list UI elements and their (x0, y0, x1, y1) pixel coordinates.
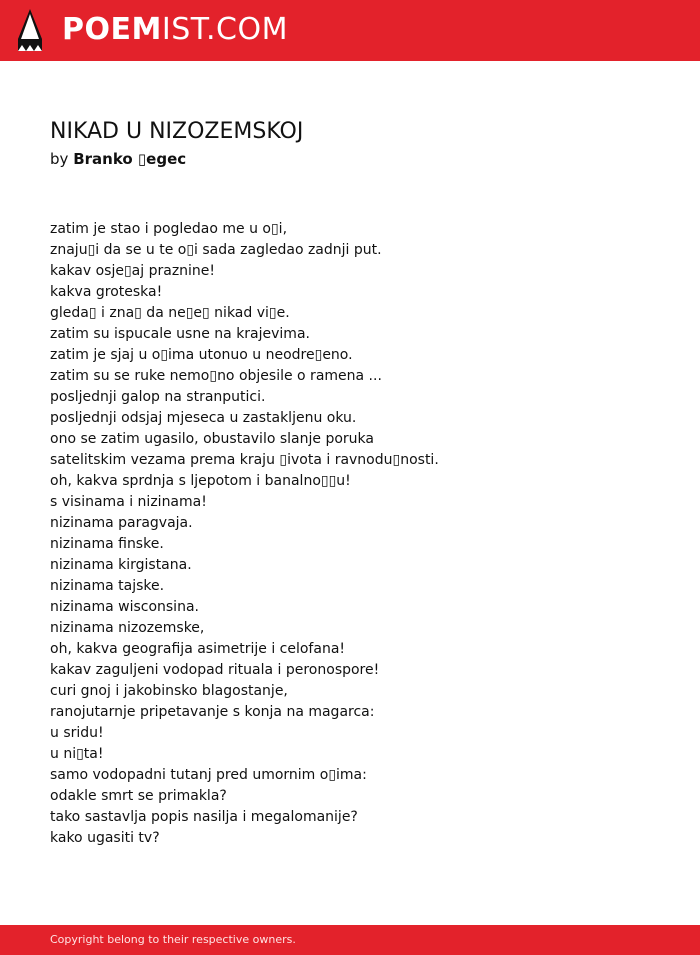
poem-line: kakav zaguljeni vodopad rituala i peronospore! (50, 662, 380, 678)
brand-logo[interactable] (62, 12, 288, 48)
poem-body (50, 219, 439, 849)
footer-bar (0, 925, 700, 955)
poem-line: nizinama wisconsina. (50, 599, 199, 615)
poem-line: u sridu! (50, 725, 104, 741)
brand-name-light: IST.COM (161, 12, 288, 47)
poem-line: satelitskim vezama prema kraju ▯ivota i ravnodu▯nosti. (50, 452, 439, 468)
poem-line: u ni▯ta! (50, 746, 104, 762)
poem-line: curi gnoj i jakobinsko blagostanje, (50, 683, 288, 699)
poem-line: s visinama i nizinama! (50, 494, 207, 510)
poem-line: zatim je sjaj u o▯ima utonuo u neodre▯eno. (50, 347, 353, 363)
pencil-icon[interactable] (18, 9, 42, 51)
poem-line: nizinama finske. (50, 536, 164, 552)
author-name: Branko ▯egec (73, 150, 187, 168)
poem-line: zatim su se ruke nemo▯no objesile o ramena ... (50, 368, 382, 384)
header-bar (0, 0, 700, 61)
poem-line: gleda▯ i zna▯ da ne▯e▯ nikad vi▯e. (50, 305, 290, 321)
poem-line: samo vodopadni tutanj pred umornim o▯ima: (50, 767, 367, 783)
by-label: by (50, 150, 69, 168)
poem-line: oh, kakva sprdnja s ljepotom i banalno▯▯u! (50, 473, 351, 489)
poem-line: znaju▯i da se u te o▯i sada zagledao zadnji put. (50, 242, 382, 258)
byline (50, 149, 186, 169)
poem-line: zatim je stao i pogledao me u o▯i, (50, 221, 288, 237)
copyright-text: Copyright belong to their respective owners. (50, 933, 296, 946)
poem-line: kako ugasiti tv? (50, 830, 160, 846)
poem-line: oh, kakva geografija asimetrije i celofana! (50, 641, 346, 657)
poem-line: posljednji galop na stranputici. (50, 389, 266, 405)
poem-line: nizinama kirgistana. (50, 557, 192, 573)
poem-line: nizinama paragvaja. (50, 515, 193, 531)
poem-line: kakav osje▯aj praznine! (50, 263, 216, 279)
poem-line: posljednji odsjaj mjeseca u zastakljenu oku. (50, 410, 357, 426)
poem-line: nizinama tajske. (50, 578, 165, 594)
poem-line: odakle smrt se primakla? (50, 788, 227, 804)
poem-line: ono se zatim ugasilo, obustavilo slanje poruka (50, 431, 374, 447)
brand-name-bold: POEM (62, 12, 162, 47)
poem-line: kakva groteska! (50, 284, 163, 300)
poem-line: nizinama nizozemske, (50, 620, 205, 636)
poem-line: tako sastavlja popis nasilja i megalomanije? (50, 809, 358, 825)
poem-line: zatim su ispucale usne na krajevima. (50, 326, 310, 342)
poem-line: ranojutarnje pripetavanje s konja na magarca: (50, 704, 375, 720)
poem-title: NIKAD U NIZOZEMSKOJ (50, 119, 304, 144)
